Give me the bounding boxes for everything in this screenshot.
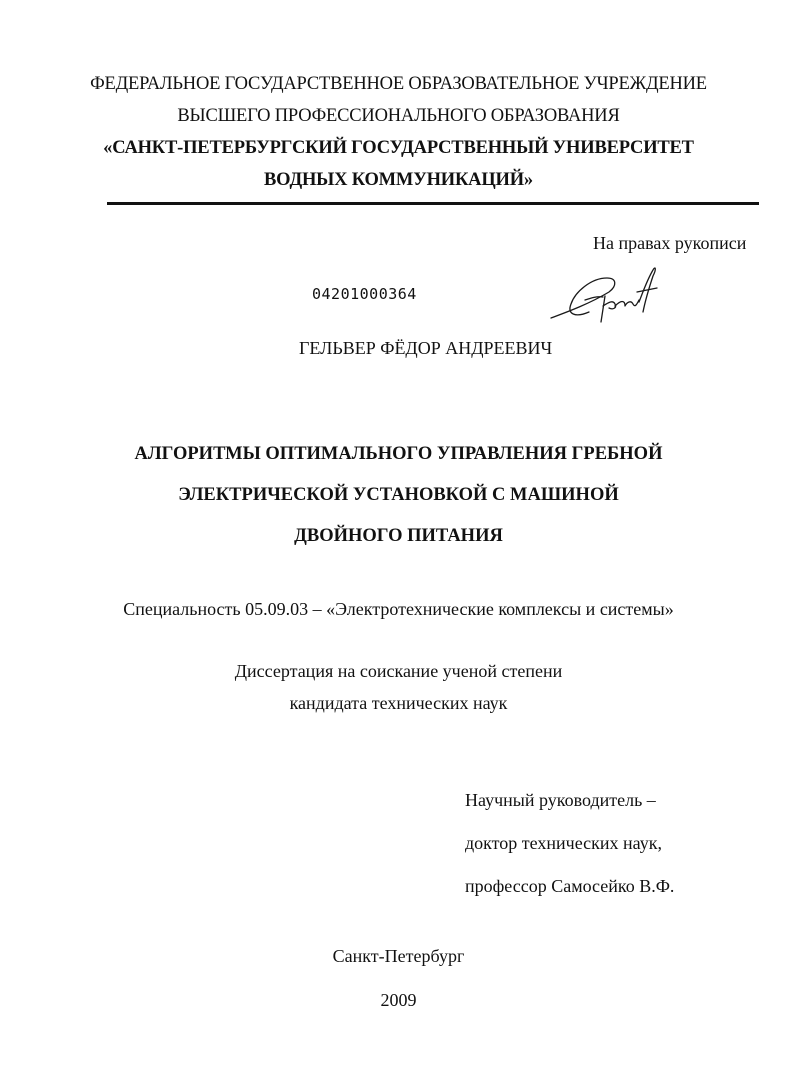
supervisor-line-3: профессор Самосейко В.Ф. xyxy=(465,876,675,896)
registry-number: 04201000364 xyxy=(312,285,417,303)
header-divider xyxy=(107,202,759,205)
degree-line-2: кандидата технических наук xyxy=(289,693,508,713)
degree-line-1: Диссертация на соискание ученой степени xyxy=(234,661,563,681)
specialty: Специальность 05.09.03 – «Электротехнические комплексы и системы» xyxy=(123,599,674,619)
title-line-1: АЛГОРИТМЫ ОПТИМАЛЬНОГО УПРАВЛЕНИЯ ГРЕБНОЙ xyxy=(134,444,663,464)
author-name: ГЕЛЬВЕР ФЁДОР АНДРЕЕВИЧ xyxy=(299,338,553,358)
title-line-3: ДВОЙНОГО ПИТАНИЯ xyxy=(294,526,503,546)
university-name-line-1: «САНКТ-ПЕТЕРБУРГСКИЙ ГОСУДАРСТВЕННЫЙ УНИВЕРСИТЕТ xyxy=(103,138,694,158)
year: 2009 xyxy=(380,990,417,1010)
university-name-line-2: ВОДНЫХ КОММУНИКАЦИЙ» xyxy=(264,170,533,190)
signature-image xyxy=(545,262,670,327)
rights-note: На правах рукописи xyxy=(593,233,747,253)
title-line-2: ЭЛЕКТРИЧЕСКОЙ УСТАНОВКОЙ С МАШИНОЙ xyxy=(178,485,619,505)
institution-line-2: ВЫСШЕГО ПРОФЕССИОНАЛЬНОГО ОБРАЗОВАНИЯ xyxy=(177,106,620,126)
institution-line-1: ФЕДЕРАЛЬНОЕ ГОСУДАРСТВЕННОЕ ОБРАЗОВАТЕЛЬНОЕ УЧРЕЖДЕНИЕ xyxy=(90,74,707,94)
supervisor-line-1: Научный руководитель – xyxy=(465,790,656,810)
city: Санкт-Петербург xyxy=(332,946,465,966)
supervisor-line-2: доктор технических наук, xyxy=(465,833,662,853)
